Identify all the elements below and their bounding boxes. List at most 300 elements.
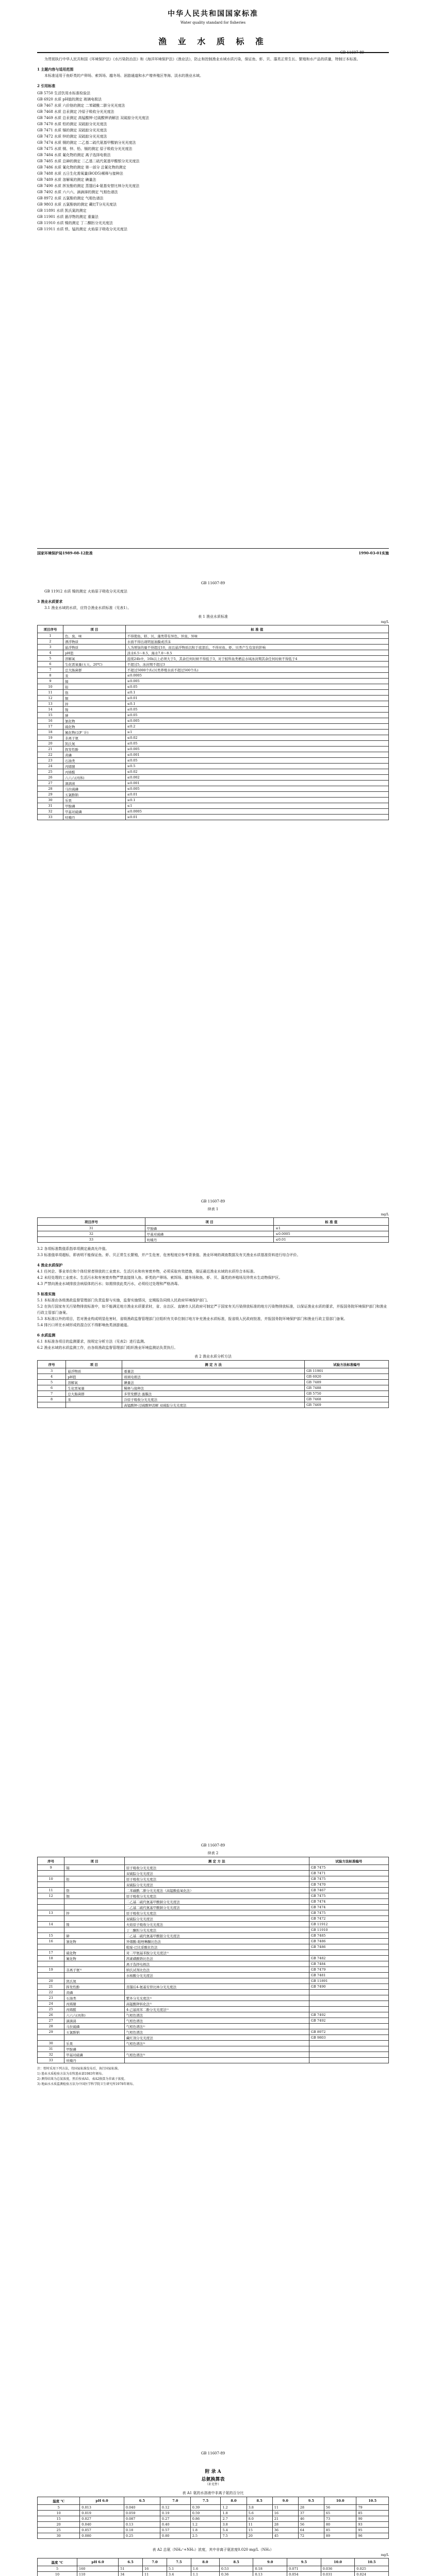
page-5 [0,2446,426,2576]
table-2-continued-cell: 27 [38,2018,64,2024]
table-a2-cell: 11 [143,2572,167,2576]
table-a2-header-cell: 6.5 [119,2558,143,2566]
table-1-cell: 2 [38,639,63,645]
section-6-title: 6 水质监测 [37,1333,56,1337]
table-2-continued-cell: 19 [38,1967,64,1973]
table-1-cell: 硫化物 [63,724,126,730]
table-2-continued-cell [64,1961,125,1967]
table-a1-row [38,2505,389,2511]
table-2-continued-cell: 对二甲氨基苯胺分光光度法¹⁾ [124,1950,309,1956]
table-a1-cell: 0.25 [124,2533,160,2539]
table-1-cell: 淡水6.5～8.5，海水7.0～8.5 [125,650,388,656]
table-2-cell: GB 7488 [305,1385,389,1391]
table-1-cell: 铬 [63,690,126,696]
table-1-continued-header-cell: 项 目 [145,1218,274,1226]
table-1-cell: 呋喃丹 [63,815,126,820]
page-1-header [37,0,389,47]
table-2-cell: 溶解氧 [66,1380,122,1385]
table-a1-cell: 0.027 [80,2516,124,2522]
table-2-continued-cell: GB 9803 [309,2035,388,2041]
table-1-cell: ≤0.01 [125,696,388,701]
table-a2-header-cell: 10.0 [321,2558,355,2566]
table-2-continued-cell: 9 [38,1865,64,1871]
table-2-continued-cell: 气相色谱法³⁾ [124,2041,309,2046]
table-a1-row [38,2511,389,2516]
table-a2-cell: 1.6 [191,2566,219,2572]
table-a1-cell: 56 [298,2522,324,2528]
table-2-continued-cell: 28 [38,2024,64,2029]
table-a2-cell: 5 [38,2566,77,2572]
reference-item: GB 7472 水质 锌的测定 双硫腙分光光度法 [37,134,107,139]
table-1-cell: ≤1 [125,730,388,735]
table-1-cell: ≤0.05 [125,741,388,747]
table-1-row [38,809,389,815]
table-2-continued-cell [309,1950,388,1956]
table-2-continued-cell: 22 [38,1990,64,1995]
table-1-body [38,633,389,820]
reference-item: GB 7467 水质 六价铬的测定 二苯碳酰二肼分光光度法 [37,104,125,108]
page-gap [0,1818,426,1838]
table-2-continued-header-cell: 试验方法标准编号 [309,1857,388,1865]
table-a1-header [38,2497,389,2505]
table-a1-cell: 0.59 [190,2511,221,2516]
table-1-cell: ≤0.1 [125,798,388,803]
table-a1-cell: 5.6 [247,2511,272,2516]
table-2-continued-cell: GB 7482 [309,1956,388,1961]
table-2-continued-cell: 锌 [64,1910,125,1916]
section-5-title: 5 标准实施 [37,1292,56,1296]
table-2-continued-cell [38,1871,64,1876]
table-2-continued-cell [309,2001,388,2007]
table-a2-header-cell: pH 6.0 [77,2558,119,2566]
table-2-cell: 6 [38,1385,66,1391]
table-1-row [38,730,389,735]
para-4-3: 4.3 严禁向渔业水域排放含病原体的污水；如需排放此类污水，必须经过处理和严格消毒。 [37,1282,182,1286]
table-1-cell: ≤0.0005 [125,673,388,679]
table-2-row [38,1385,389,1391]
table-1-cell: 乐果 [63,798,126,803]
table-1-continued [37,1217,389,1243]
table-a1-cell: 1.2 [221,2505,247,2511]
table-1-cell: 24 [38,764,63,769]
table-a1-row [38,2522,389,2528]
table-2-continued-cell [38,1944,64,1950]
section-4-title: 4 渔业水质保护 [37,1263,63,1267]
table-1-cell: 11 [38,690,63,696]
table-2-continued-cell: 氟化物 [64,1956,125,1961]
table-2-continued-cell [38,1905,64,1910]
table-2-continued-cell [64,1927,125,1933]
table-2-continued-row [38,1893,389,1899]
table-1-cell: 黄磷 [63,752,126,758]
table-1-row [38,713,389,718]
table-2-continued-cell: GB 11891 [309,1978,388,1984]
table-a1-cell: 10 [38,2511,80,2516]
table-2-continued-row [38,2052,389,2058]
table-1-cell: ≤0.1 [125,690,388,696]
table-2-continued-row [38,2024,389,2029]
appendix-note: （补充件） [205,2483,221,2486]
table-a2-cell: 0.054 [287,2572,321,2576]
table-a2-cell: 110 [77,2572,119,2576]
table-1-row [38,667,389,673]
table-2-note: 2) 测得结果为总氨浓度，然后按表A1、表A2换算为非离子浓度。 [37,2077,127,2081]
table-2-continued-cell: 铬 [64,1888,125,1893]
table-1-cell: 4 [38,650,63,656]
table-2-row [38,1402,389,1408]
table-2-continued-row [38,1876,389,1882]
table-2-continued-cell [309,2052,388,2058]
table-1-row [38,792,389,798]
page-gap [0,1174,426,1194]
table-a1-cell: 0.57 [160,2528,190,2533]
reference-item: GB 7475 水质 铜、锌、铅、镉的测定 原子吸收分光光度法 [37,147,133,151]
table-2-continued-cell: 16 [38,1939,64,1944]
table-2-continued-cell: 黄磷 [64,1990,125,1995]
table-a1-cell: 0.13 [124,2522,160,2528]
table-2-continued-cell: GB 7471 [309,1871,388,1876]
table-2-continued-cell: 14 [38,1922,64,1927]
table-a1-row [38,2533,389,2539]
table-1-row [38,769,389,775]
table-2-continued-cell [38,1973,64,1978]
table-2-cell [38,1402,66,1408]
table-2-header-cell: 项 目 [66,1361,122,1368]
table-1-row [38,696,389,701]
para-6-2: 6.2 渔业水域的水质监测工作，由各级渔政监督管理部门组织渔业环境监测站负责执行。 [37,1346,178,1350]
table-2-continued-row [38,2046,389,2052]
table-1-cell: 26 [38,775,63,781]
table-1-cell: 17 [38,724,63,730]
table-1-cell: 22 [38,752,63,758]
table-2-continued-cell [124,1990,309,1995]
table-a1-cell: 5.4 [221,2528,247,2533]
table-a1-header-cell: 7.0 [160,2497,190,2505]
table-2-continued-cell [124,2046,309,2052]
table-2-continued-cell: 25 [38,2007,64,2012]
table-1-row [38,673,389,679]
table-2-cell: 7 [38,1391,66,1397]
table-a1-cell: 28 [298,2505,324,2511]
table-2-continued-cell: 26 [38,2012,64,2018]
table-2-continued-cell: 32 [38,2052,64,2058]
table-a1-cell: 64 [298,2528,324,2533]
table-2-continued-cell [309,2041,388,2046]
table-1-cell: 14 [38,707,63,713]
table-2-continued-row [38,1905,389,1910]
table-2-header-cell: 试验方法标准编号 [305,1361,389,1368]
table-a1-cell: 85 [324,2528,356,2533]
table-2-continued-cell [38,1927,64,1933]
table-1-cell: 镍 [63,707,126,713]
table-a1-header-cell: 10.5 [356,2497,389,2505]
table-1-continued-cell: 31 [38,1226,145,1231]
table-a1-cell: 0.18 [124,2528,160,2533]
table-2-continued-cell: 11 [38,1888,64,1893]
table-1-cell: 8 [38,673,63,679]
page-2-code: GB 11607-89 [201,581,225,585]
table-1-caption: 表 1 渔业水质标准 [198,615,228,619]
para-6-1: 6.1 本标准各项目的监测要求，按规定分析方法（见表2）进行监测。 [37,1340,148,1344]
table-1-cell: 16 [38,718,63,724]
standard-name-en: Water quality standard for fisheries [180,21,246,25]
table-1-row [38,764,389,769]
table-2-continued-header [38,1857,389,1865]
page-4-code: GB 11607-89 [201,1843,225,1848]
table-2-continued-cell: GB 7492 [309,2012,388,2018]
table-1-row [38,645,389,650]
table-1-cell: ≤0.005 [125,747,388,752]
table-2-continued-cell: 原子吸收分光光度法 [124,1876,309,1882]
table-2-header-cell: 序号 [38,1361,66,1368]
table-2-continued-cell: 双硫腙分光光度法 [124,1871,309,1876]
document-title: 渔 业 水 质 标 准 [158,37,268,46]
table-a1-cell: 3.8 [247,2505,272,2511]
table-a1-cell: 0.080 [80,2533,124,2539]
table-2-continued-cell [309,1990,388,1995]
table-a1-cell: 36 [272,2528,298,2533]
table-2-continued-body [38,1865,389,2063]
reference-item: GB 5750 生活饮用水标准检验法 [37,91,91,95]
table-1-cell: 丙烯腈 [63,764,126,769]
table-2-cell: 悬浮物质 [66,1368,122,1374]
table-1-row [38,701,389,707]
reference-item: GB 7474 水质 铜的测定 二乙基二硫代氨基甲酸钠分光光度法 [37,141,136,145]
table-2-continued-cell: GB 7481 [309,1973,388,1978]
table-2-cell: 稀释与接种法 [122,1385,305,1391]
reference-item: GB 6920 水质 pH值的测定 玻璃电极法 [37,97,102,101]
table-2-continued-cell: 23 [38,1995,64,2001]
table-2-continued-cell: GB 7475 [309,1910,388,1916]
table-1-cell: 1 [38,633,63,639]
table-1-cell: ≤0.05 [125,707,388,713]
table-2-continued-cell: 双硫腙分光光度法 [124,1916,309,1922]
table-1-cell: 不得使鱼、虾、贝、藻类带有异色、异臭、异味 [125,633,388,639]
table-1-cell: 氰化物 [63,718,126,724]
table-1-cell: 7 [38,667,63,673]
table-2-continued-cell: 纳氏试剂比色法 [124,1967,309,1973]
table-2-continued-cell: 茜素磺酸锆比色法 [124,1956,309,1961]
table-2-header-row [38,1361,389,1368]
table-1-row [38,633,389,639]
table-2-continued-row [38,1973,389,1978]
table-a1-header-cell: 8.0 [221,2497,247,2505]
table-a1-cell: 15 [247,2528,272,2533]
table-2-cell: GB 7468 [305,1397,389,1402]
table-1-cell: 凯氏氮 [63,741,126,747]
table-a1-cell: 11 [247,2522,272,2528]
table-2-continued-cell: 铅 [64,1876,125,1882]
table-1-row [38,747,389,752]
table-2-continued-row [38,1899,389,1905]
table-2-continued-cell: 丁二酮肟分光光度法 [124,1927,309,1933]
table-2-continued-cell [38,2035,64,2041]
reference-item: GB 7490 水质 挥发酚的测定 蒸馏后4-氨基安替比林分光光度法 [37,184,140,188]
table-1-header-cell: 标 准 值 [125,625,388,633]
table-a1-cell: 21 [272,2516,298,2522]
table-2-continued-cell: 硫化物 [64,1950,125,1956]
table-1-cell: 25 [38,769,63,775]
table-a2-cell: 10 [38,2572,77,2576]
table-a1-cell: 65 [324,2511,356,2516]
table-2-continued-cell: 离子选择电极法 [124,1961,309,1967]
table-1-header-cell: 项目序号 [38,625,63,633]
reference-item: GB 8972 水质 五氯酚的测定 气相色谱法 [37,196,104,200]
table-2-continued-cell [38,1899,64,1905]
table-a2-header-cell: 温度 ℃ [38,2558,77,2566]
analysis-method-table [37,1360,389,1408]
table-1-cell: 水面不得出现明显油膜或浮沫 [125,639,388,645]
table-1-cell: 五氯酚钠 [63,792,126,798]
table-2-continued-row [38,2007,389,2012]
table-1-cell: 不超过5，冰封期不超过3 [125,662,388,667]
para-5-4: 5.4 排污口所在水域形成的混合区不得影响鱼类洄游通道。 [37,1323,131,1327]
table-2-continued-cell: GB 7490 [309,1984,388,1990]
table-2-continued-cell: 30 [38,2041,64,2046]
table-a2-cell: 0.53 [219,2566,253,2572]
table-2-continued-cell: 丙烯腈 [64,2001,125,2007]
table-1-cell: ≤0.05 [125,758,388,764]
table-2-continued-cell: 滴滴涕 [64,2018,125,2024]
table-1-cell: 27 [38,781,63,786]
table-1-row [38,752,389,758]
table-2-continued-cell: 乐果 [64,2041,125,2046]
table-1-cell: 30 [38,798,63,803]
table-2-continued-cell: 二乙基二硫代氨基甲酸银分光光度法 [124,1933,309,1939]
table-1-cell: ≤0.01 [125,792,388,798]
table-1-continued-header [38,1218,389,1226]
table-1-row [38,781,389,786]
table-1-row [38,735,389,741]
table-1-cell: 31 [38,803,63,809]
table-1-cell: 汞 [63,673,126,679]
approval-date: 国家环境保护局1989-08-12批准 [37,551,93,555]
table-a2-cell: 0.071 [287,2566,321,2572]
table-a2-header-cell: 8.5 [219,2558,253,2566]
table-a1-cell: 0.087 [124,2516,160,2522]
table-2-continued-cell: GB 8972 [309,2029,388,2035]
table-2-continued-cell: 气相色谱法 [124,2029,309,2035]
table-a1-cell: 37 [298,2511,324,2516]
table-2-cell: 多管发酵法 滤膜法 [122,1391,305,1397]
table-2-continued-cell: GB 7467 [309,1888,388,1893]
table-1-row [38,650,389,656]
table-a1-header-cell: 9.5 [298,2497,324,2505]
table-2-cell: 总大肠菌群 [66,1391,122,1397]
table-1-continued-cell: 呋喃丹 [145,1237,274,1243]
table-1-cell: 6 [38,662,63,667]
table-a1-cell: 16 [272,2511,298,2516]
standard-code: GB 11607-89 [340,50,364,55]
table-2-continued-cell [64,1871,125,1876]
table-1-cell: 溶解氧 [63,656,126,662]
table-a1-cell: 85 [356,2511,389,2516]
table-a1-cell: 0.40 [160,2522,190,2528]
table-a1-cell: 2.7 [221,2516,247,2522]
table-1-row [38,758,389,764]
table-2-continued-row [38,1961,389,1967]
table-2-continued-cell: 石油类 [64,1995,125,2001]
table-a2-row [38,2566,389,2572]
table-a2-header-cell: 10.5 [355,2558,389,2566]
table-2-continued-cell [64,1973,125,1978]
table-2-continued-cell: 凯氏氮 [64,1978,125,1984]
table-1-cell: 色、臭、味 [63,633,126,639]
table-1-cell: 六六六(丙体) [63,775,126,781]
page-gap [0,2426,426,2446]
table-1-cell: ≤0.02 [125,735,388,741]
table-1-row [38,679,389,684]
table-a1-cell: 11 [272,2505,298,2511]
table-a1-row [38,2528,389,2533]
table-1-cell: 非离子氨 [63,735,126,741]
table-1-row [38,724,389,730]
table-2-continued-cell [38,1961,64,1967]
table-1-cell: 铅 [63,684,126,690]
table-2-cell: 生化需氧量 [66,1385,122,1391]
table-2-continued-cell: 气相色谱法³⁾ [124,2052,309,2058]
table-a1-cell: 0.86 [190,2516,221,2522]
reference-item: GB 7485 水质 总砷的测定 二乙基二硫代氨基甲酸银分光光度法 [37,159,140,163]
reference-item: GB 11911 水质 铁、锰的测定 火焰原子吸收分光光度法 [37,227,127,231]
table-2-caption: 表 2 渔业水质分析方法 [194,1354,232,1359]
table-2-continued-cell: 异烟酸-吡唑啉酮比色法 [124,1939,309,1944]
table-1-cell: 氟化物(以F⁻计) [63,730,126,735]
table-1-cell: 9 [38,679,63,684]
table-2-continued-cell [309,2024,388,2029]
table-a2-cell: 0.36 [219,2572,253,2576]
table-1-cell: ≤0.001 [125,781,388,786]
reference-list [37,90,389,232]
table-2-continued-row [38,2035,389,2041]
table-2-continued-row [38,2018,389,2024]
table-1-continued-cell: 甲基对硫磷 [145,1231,274,1237]
table-a1-cell: 28 [272,2522,298,2528]
table-1-cell: ≤0.02 [125,769,388,775]
page-1-footer [37,548,389,556]
table-1-cell: 漂浮物质 [63,639,126,645]
table-2-cell: pH值 [66,1374,122,1380]
table-2-continued-cell: 蒸馏后4-氨基安替比林分光光度法 [124,1984,309,1990]
table-1-row [38,662,389,667]
table-2-continued-cell: 双硫腙分光光度法 [124,1882,309,1888]
header-rule [37,52,389,53]
table-1-row [38,718,389,724]
table-2-continued-row [38,1995,389,2001]
table-2-continued-cell [64,1944,125,1950]
table-1-cell: 滴滴涕 [63,781,126,786]
table-2-row [38,1397,389,1402]
table-a2-caption: 表 A2 总氨（NH₄⁺+NH₃）浓度，其中非离子氨浓度0.020 mg/L（NH₃） [152,2548,274,2552]
table-a2-cell: 0.024 [355,2572,389,2576]
table-a2-cell: 160 [77,2566,119,2572]
table-a2-header-cell: 7.5 [167,2558,191,2566]
table-2-continued-cell: GB 7484 [309,1961,388,1967]
table-2-continued-cell: 4-己基间苯二酚分光光度法¹⁾ [124,2007,309,2012]
table-1-cell: ≤0.005 [125,679,388,684]
table-a1-header-cell: 6.5 [124,2497,160,2505]
table-2-continued-cell: 13 [38,1910,64,1916]
table-2-continued-cell: 二苯碳酰二肼分光光度法（高锰酸盐氧化法） [124,1888,309,1893]
reference-item: GB 11910 水质 镍的测定 丁二酮肟分光光度法 [37,221,113,225]
table-2-continued-cell: 二乙基二硫代氨基甲酸钠分光光度法 [124,1899,309,1905]
table-a1-cell: 30 [38,2533,80,2539]
table-1-cell: 甲基对硫磷 [63,809,126,815]
table-1-continued-cell: 33 [38,1237,145,1243]
table-1-continued-header-cell: 标 准 值 [274,1218,389,1226]
table-a1-cell: 73 [324,2516,356,2522]
table-2-continued-cell: 甲基对硫磷 [64,2052,125,2058]
